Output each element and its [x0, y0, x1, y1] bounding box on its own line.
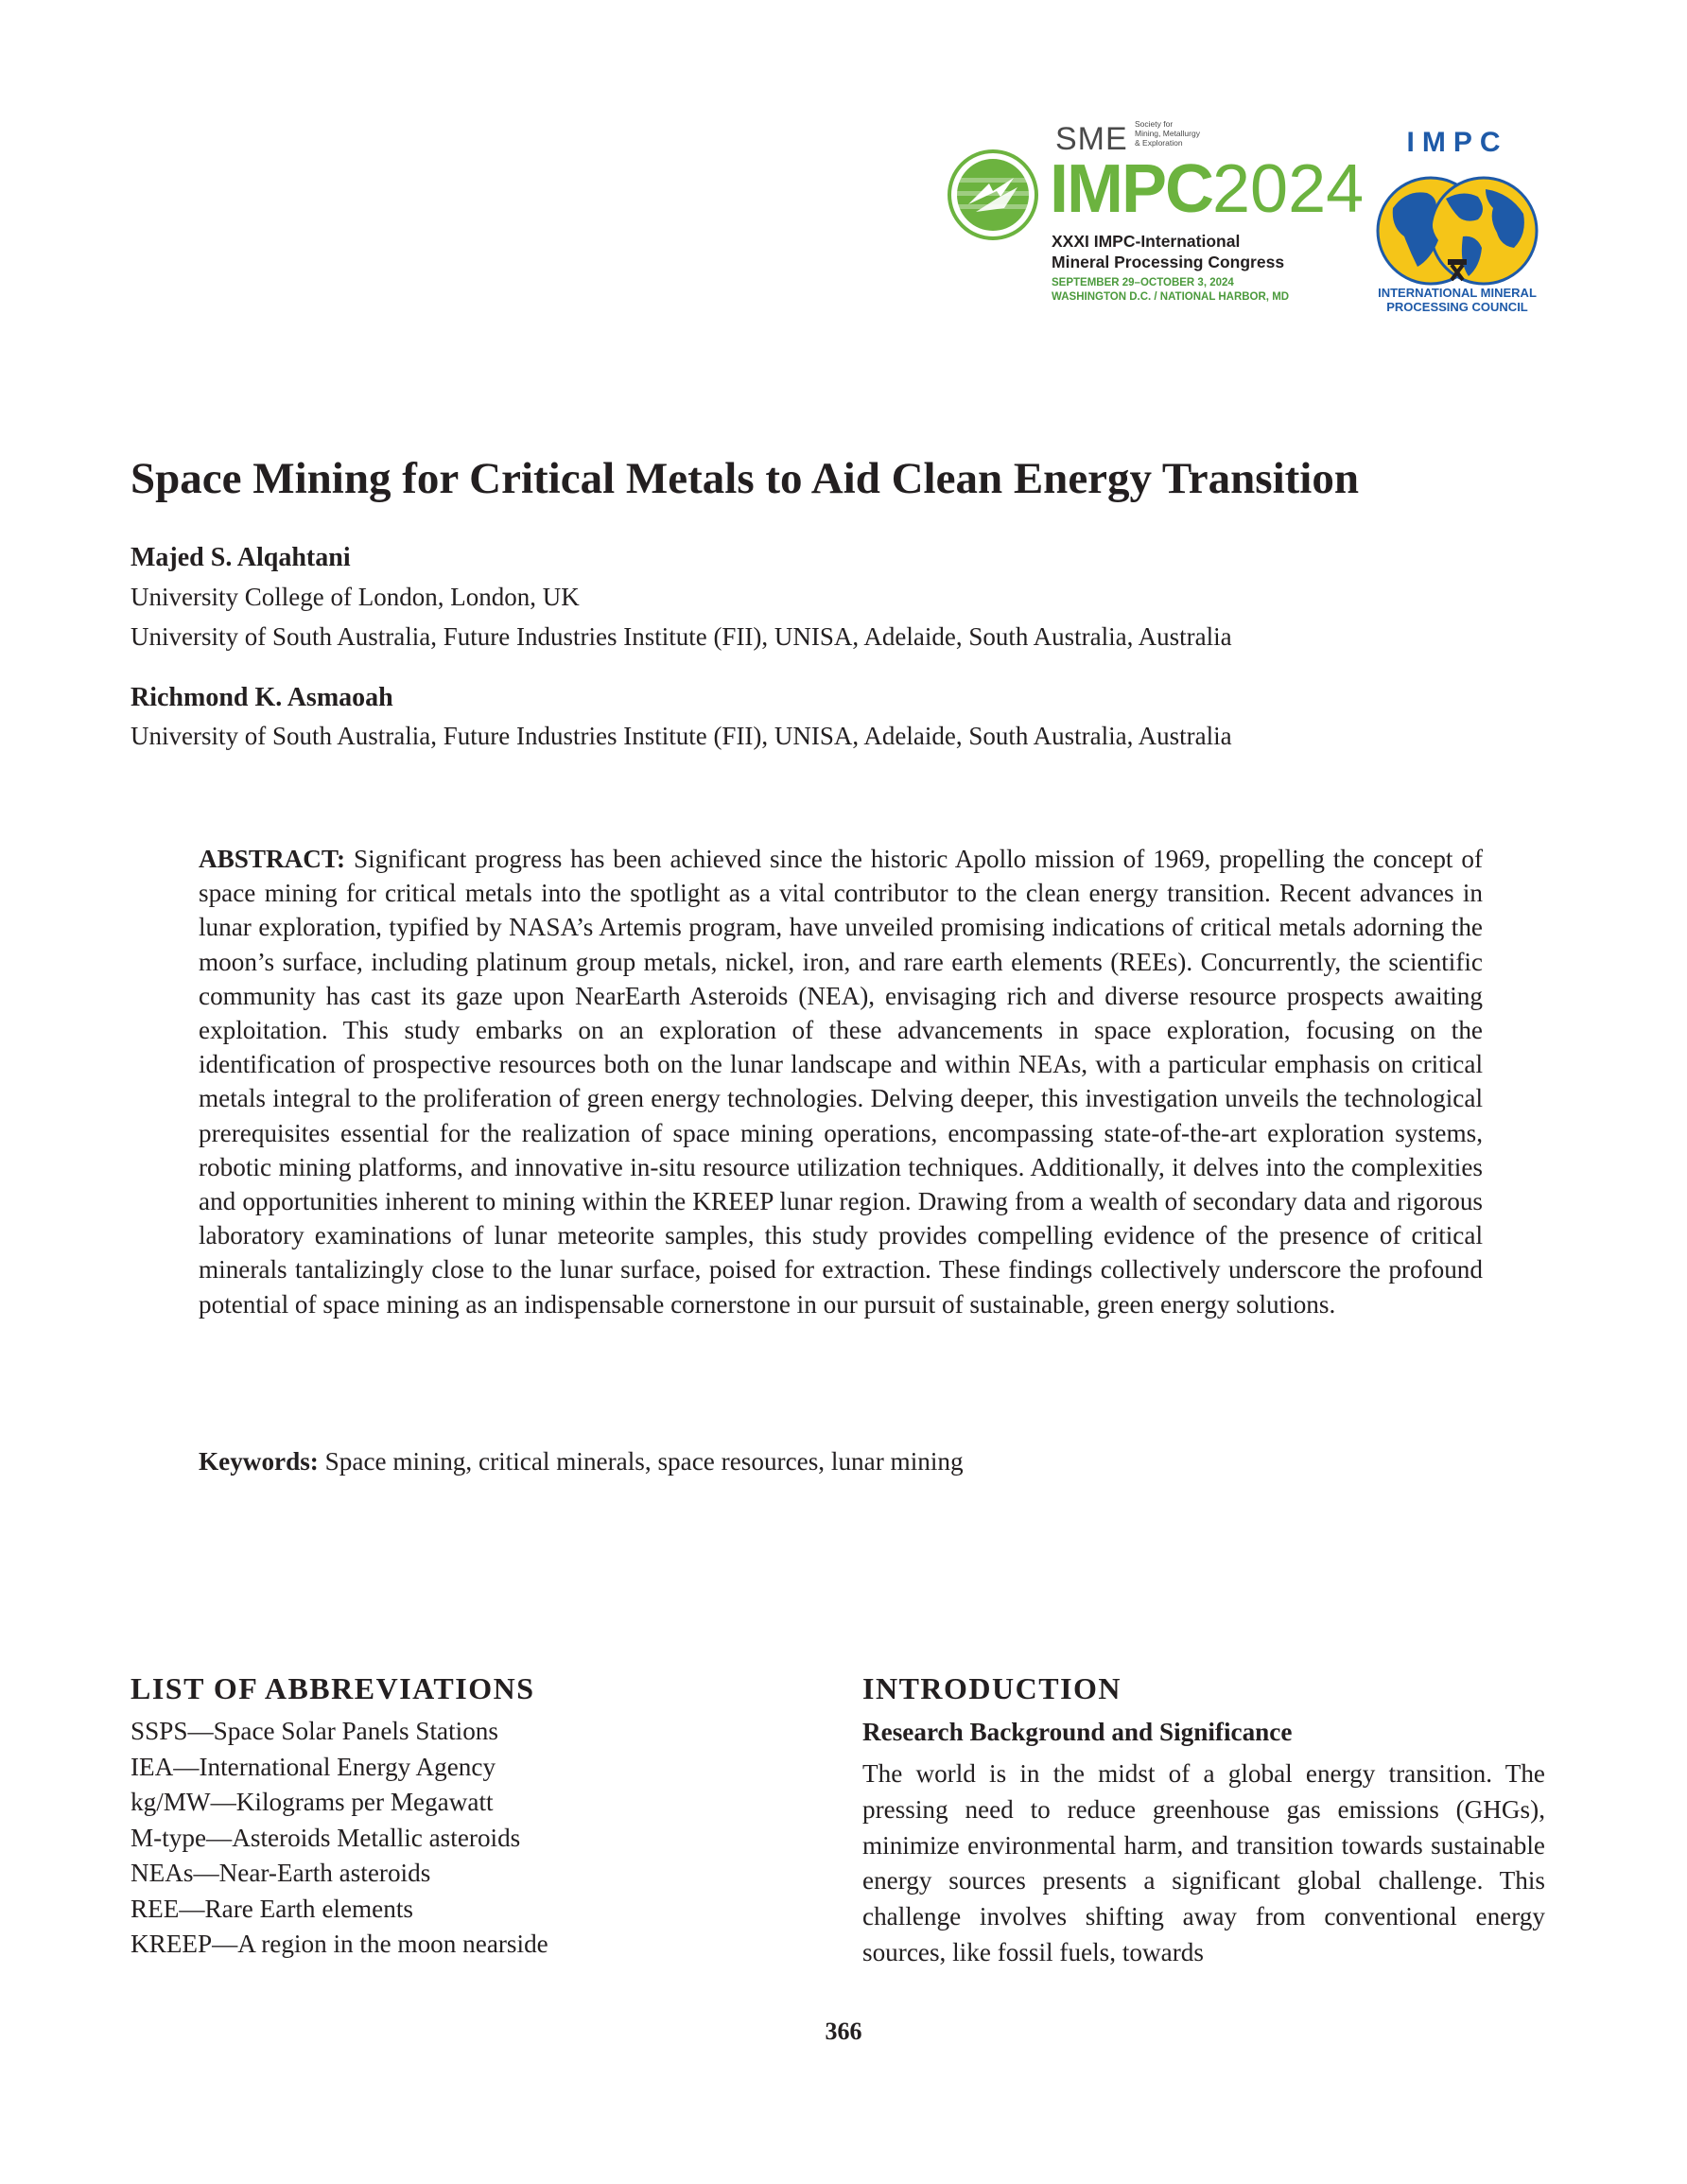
- introduction-heading: INTRODUCTION: [862, 1671, 1122, 1705]
- keywords-text: Space mining, critical minerals, space resources, lunar mining: [324, 1447, 964, 1476]
- paper-title: Space Mining for Critical Metals to Aid Clean Energy Transition: [130, 454, 1359, 503]
- author-affiliation: University of South Australia, Future Industries Institute (FII), UNISA, Adelaide, South Australia, Australia: [130, 722, 1232, 750]
- council-acronym: IMPC: [1406, 127, 1508, 158]
- author-affiliation: University of South Australia, Future Industries Institute (FII), UNISA, Adelaide, South Australia, Australia: [130, 622, 1232, 651]
- author-affiliation: University College of London, London, UK: [130, 583, 580, 611]
- abbreviation-item: SSPS—Space Solar Panels Stations: [130, 1717, 498, 1745]
- sme-tagline: Society for Mining, Metallurgy & Exploration: [1135, 119, 1200, 148]
- impc2024-logo: [946, 114, 1365, 322]
- abbreviation-item: KREEP—A region in the moon nearside: [130, 1930, 548, 1958]
- globe-icon: [1372, 161, 1542, 303]
- keywords: [199, 1444, 1483, 1478]
- keywords-label: Keywords:: [199, 1447, 319, 1476]
- abstract: [199, 842, 1483, 1321]
- council-name: INTERNATIONAL MINERAL PROCESSING COUNCIL: [1378, 286, 1537, 314]
- introduction-subheading: Research Background and Significance: [862, 1718, 1293, 1746]
- congress-name: XXXI IMPC-International Mineral Processing Congress: [1052, 232, 1285, 271]
- impc-emblem-icon: [948, 149, 1038, 240]
- abbreviation-item: REE—Rare Earth elements: [130, 1894, 413, 1923]
- impc-council-logo: [1367, 127, 1547, 325]
- congress-date-location: SEPTEMBER 29–OCTOBER 3, 2024 WASHINGTON D.C. / NATIONAL HARBOR, MD: [1052, 277, 1290, 303]
- abbreviation-item: kg/MW—Kilograms per Megawatt: [130, 1788, 494, 1816]
- abbreviation-item: NEAs—Near-Earth asteroids: [130, 1859, 431, 1887]
- abbreviation-item: M-type—Asteroids Metallic asteroids: [130, 1823, 521, 1852]
- abstract-label: ABSTRACT:: [199, 845, 346, 873]
- impc-2024-wordmark: IMPC2024: [1050, 151, 1365, 227]
- abbreviation-item: IEA—International Energy Agency: [130, 1752, 496, 1781]
- abbreviations-list: [130, 1714, 548, 1963]
- abstract-text: Significant progress has been achieved since the historic Apollo mission of 1969, propelling the concept of space mining for critical metals into the spotlight as a vital contributor to the clean energy transition. Recent advances in lunar exploration, typified by NASA’s Artemis program, have unveiled promising indications of critical metals adorning the moon’s surface, including platinum group metals, nickel, iron, and rare earth elements (REEs). Concurrently, the scientific community has cast its gaze upon NearEarth Asteroids (NEA), envisaging rich and diverse resource prospects awaiting exploitation. This study embarks on an exploration of these advancements in space exploration, focusing on the identification of prospective resources both on the lunar landscape and within NEAs, with a particular emphasis on critical metals integral to the proliferation of green energy technologies. Delving deeper, this investigation unveils the technological prerequisites essential for the realization of space mining operations, encompassing state-of-the-art exploration systems, robotic mining platforms, and innovative in-situ resource utilization techniques. Additionally, it delves into the complexities and opportunities inherent to mining within the KREEP lunar region. Drawing from a wealth of secondary data and rigorous laboratory examinations of lunar meteorite samples, this study provides compelling evidence of the presence of critical minerals tantalizingly close to the lunar surface, poised for extraction. These findings collectively underscore the profound potential of space mining as an indispensable cornerstone in our pursuit of sustainable, green energy solutions.: [199, 845, 1484, 1319]
- sme-wordmark: SME: [1055, 121, 1128, 157]
- abbreviations-heading: LIST OF ABBREVIATIONS: [130, 1671, 535, 1705]
- author-name: Majed S. Alqahtani: [130, 543, 351, 572]
- author-name: Richmond K. Asmaoah: [130, 683, 393, 712]
- introduction-paragraph: The world is in the midst of a global energy transition. The pressing need to reduce greenhouse gas emissions (GHGs), minimize environmental harm, and transition towards sustainable energy sources presents a significant global challenge. This challenge involves shifting away from conventional energy sources, like fossil fuels, towards: [862, 1759, 1545, 1966]
- page-number: 366: [825, 2018, 862, 2045]
